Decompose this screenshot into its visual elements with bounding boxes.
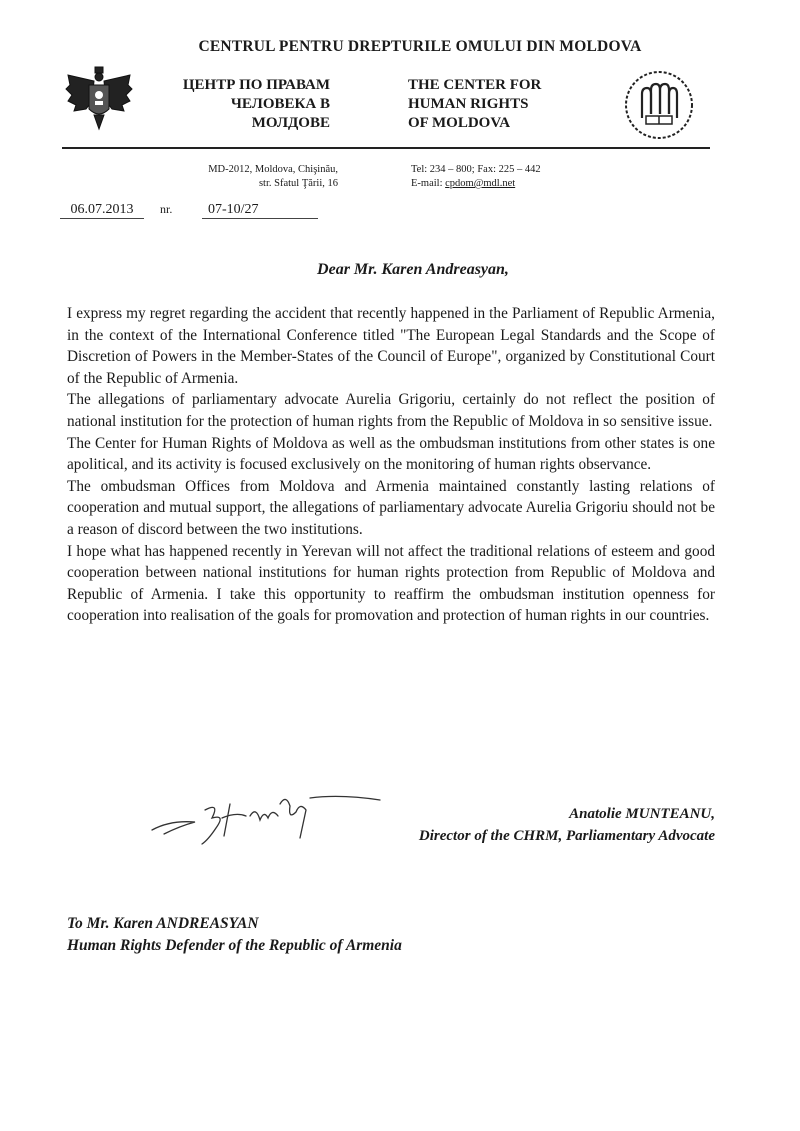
org-ru-line: МОЛДОВЕ: [251, 115, 330, 131]
chrm-logo-icon: [622, 68, 696, 147]
letter-body: [67, 303, 715, 627]
organization-name-english: [408, 76, 608, 133]
organization-name-romanian: CENTRUL PENTRU DREPTURILE OMULUI DIN MOLDOVA: [198, 38, 642, 55]
contact-info: [411, 163, 631, 191]
org-en-line: OF MOLDOVA: [408, 115, 511, 131]
reference-date: 06.07.2013: [60, 202, 144, 219]
body-paragraph: I express my regret regarding the accident that recently happened in the Parliament of Republic Armenia, in the context of the International Conference titled "The European Legal Standards and the Scope of Discretion of Powers in the Member-States of the Council of Europe", organized by Constitutional Court of the Republic of Armenia.: [67, 305, 715, 387]
org-en-line: THE CENTER FOR: [408, 77, 542, 93]
org-ru-line: ЦЕНТР ПО ПРАВАМ: [182, 77, 330, 93]
signatory-title: Director of the CHRM, Parliamentary Advocate: [418, 828, 715, 844]
body-paragraph: I hope what has happened recently in Yerevan will not affect the traditional relations of esteem and good cooperation between national institutions for human rights protection from Republic of Moldova and Republic of Armenia. I take this opportunity to reaffirm the ombudsman institution openness for cooperation into realisation of the goals for promovation and protection of human rights in our countries.: [67, 542, 715, 625]
email-line: [411, 177, 631, 191]
reference-nr-label: nr.: [160, 202, 173, 216]
signatory-name: Anatolie MUNTEANU,: [569, 806, 715, 822]
reference-number: 07-10/27: [202, 202, 318, 219]
org-en-line: HUMAN RIGHTS: [408, 96, 529, 112]
salutation: Dear Mr. Karen Andreasyan,: [317, 261, 509, 278]
tel-fax: Tel: 234 – 800; Fax: 225 – 442: [411, 164, 541, 175]
recipient-title: Human Rights Defender of the Republic of Armenia: [67, 937, 402, 954]
email-label: E-mail:: [411, 178, 446, 189]
moldova-coat-of-arms-icon: [64, 65, 134, 136]
header-divider: [62, 147, 710, 149]
organization-name-russian: [150, 76, 330, 133]
body-paragraph: The Center for Human Rights of Moldova as well as the ombudsman institutions from other states is one apolitical, and its activity is focused exclusively on the monitoring of human rights observance.: [67, 434, 715, 474]
address-line: MD-2012, Moldova, Chişinău,: [208, 164, 338, 175]
body-paragraph: The allegations of parliamentary advocate Aurelia Grigoriu, certainly do not reflect the position of national institution for the protection of human rights from the Republic of Moldova in so sensitive issue.: [67, 391, 715, 430]
recipient-name: To Mr. Karen ANDREASYAN: [67, 915, 259, 932]
email-link[interactable]: cpdom@mdl.net: [445, 178, 516, 189]
org-ru-line: ЧЕЛОВЕКА В: [230, 96, 330, 112]
address-line: str. Sfatul Ţării, 16: [258, 178, 338, 189]
postal-address: [150, 163, 338, 191]
body-paragraph: The ombudsman Offices from Moldova and Armenia maintained constantly lasting relations of cooperation and mutual support, the allegations of parliamentary advocate Aurelia Grigoriu should not be a reason of discord between the two institutions.: [67, 477, 715, 538]
